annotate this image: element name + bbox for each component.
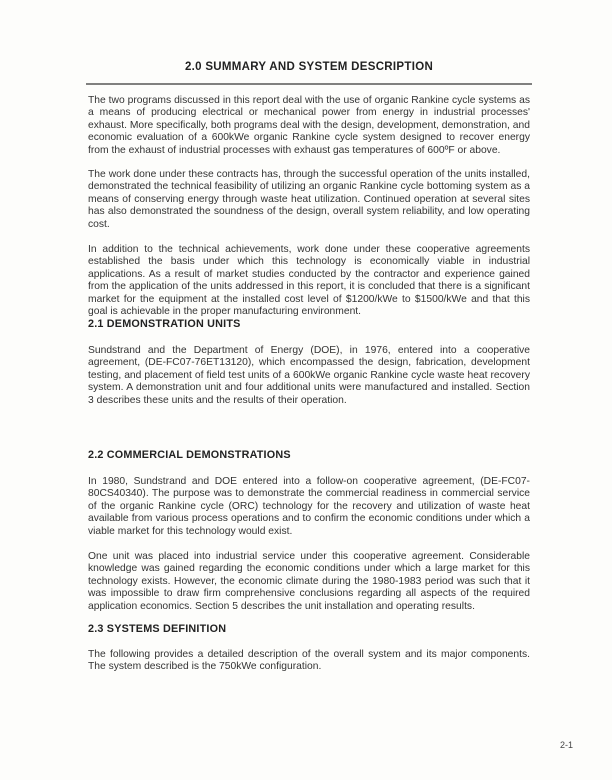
title-rule bbox=[86, 83, 532, 85]
section-2-2-paragraph-1: In 1980, Sundstrand and DOE entered into a follow-on cooperative agreement, (DE-FC07-80CS40340). The purpose was to demonstrate the commercial readiness in commercial service of the organic Rankine cycle (ORC) technology for the recovery and utilization of waste heat available from various process operations and to confirm the economic conditions under which a viable market for this technology would exist. bbox=[88, 476, 530, 537]
intro-paragraph-2: The work done under these contracts has, through the successful operation of the units installed, demonstrated the technical feasibility of utilizing an organic Rankine cycle bottoming system as a means of conserving energy through waste heat utilization. Continued operation at several sites has also demonstrated the soundness of the design, overall system reliability, and low operating cost. bbox=[88, 169, 530, 230]
page-title: 2.0 SUMMARY AND SYSTEM DESCRIPTION bbox=[184, 61, 434, 73]
intro-paragraph-3: In addition to the technical achievements, work done under these cooperative agreements established the basis under which this technology is economically viable in industrial applications. As a result of market studies conducted by the contractor and experience gained from the application of the units addressed in this report, it is concluded that there is a significant market for the equipment at the installed cost level of $1200/kWe to $1500/kWe and that this goal is achievable in the proper manufacturing environment. bbox=[88, 244, 530, 318]
section-2-1-paragraph: Sundstrand and the Department of Energy (DOE), in 1976, entered into a cooperative agreement, (DE-FC07-76ET13120), which encompassed the design, fabrication, development testing, and placement of field test units of a 600kWe organic Rankine cycle waste heat recovery system. A demonstration unit and four additional units were manufactured and installed. Section 3 describes these units and the results of their operation. bbox=[88, 345, 530, 406]
section-heading-2-3: 2.3 SYSTEMS DEFINITION bbox=[88, 623, 227, 635]
section-heading-2-2: 2.2 COMMERCIAL DEMONSTRATIONS bbox=[88, 449, 291, 461]
section-2-3-paragraph: The following provides a detailed description of the overall system and its major components. The system described is the 750kWe configuration. bbox=[88, 649, 530, 673]
page-number: 2-1 bbox=[560, 740, 574, 750]
section-2-2-paragraph-2: One unit was placed into industrial service under this cooperative agreement. Considerable knowledge was gained regarding the economic conditions under which a large market for this technology exists. However, the economic climate during the 1980-1983 period was such that it was impossible to draw firm comprehensive conclusions regarding all aspects of the required application economics. Section 5 describes the unit installation and operating results. bbox=[88, 551, 530, 612]
intro-paragraph-1: The two programs discussed in this report deal with the use of organic Rankine cycle systems as a means of producing electrical or mechanical power from energy in industrial processes' exhaust. More specifically, both programs deal with the design, development, demonstration, and economic evaluation of a 600kWe organic Rankine cycle system designed to recover energy from the exhaust of industrial processes with exhaust gas temperatures of 600ºF or above. bbox=[88, 95, 530, 156]
section-heading-2-1: 2.1 DEMONSTRATION UNITS bbox=[88, 318, 241, 330]
